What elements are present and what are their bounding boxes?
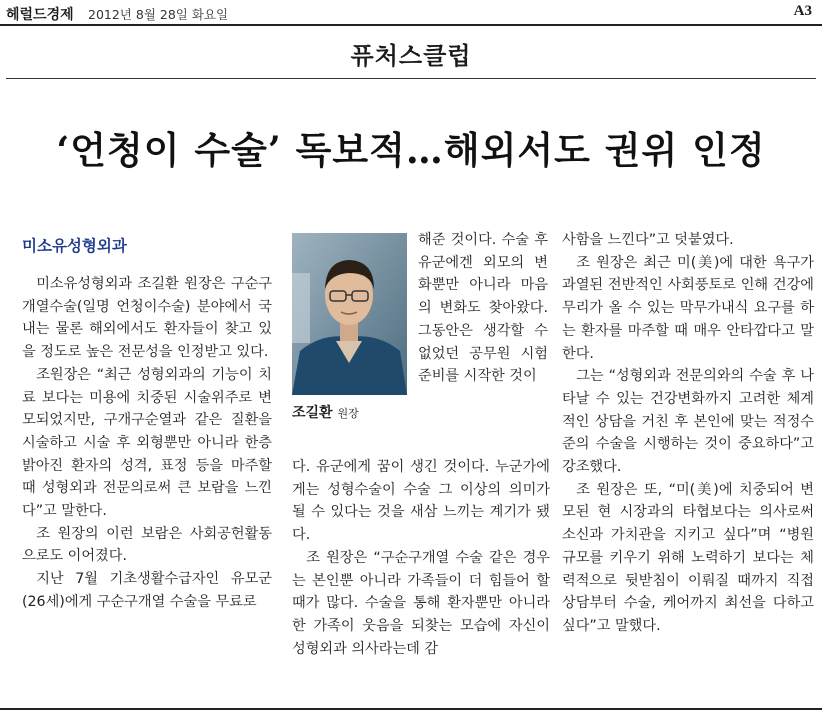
page-bottom-rule xyxy=(0,708,822,710)
section-divider xyxy=(6,78,816,79)
paragraph: 미소유성형외과 조길환 원장은 구순구개열수술(일명 언청이수술) 분야에서 국내는 물론 해외에서도 환자들이 찾고 있을 정도로 높은 전문성을 인정받고 있다. xyxy=(22,276,272,361)
paragraph: 조 원장은 “구순구개열 수술 같은 경우는 본인뿐 아니라 가족들이 더 힘들어 할 때가 많다. 수술을 통해 환자뿐만 아니라 한 가족이 웃음을 되찾는 모습에 자신이 성형외과 의사라는데 감 xyxy=(292,549,550,657)
paragraph: 사함을 느낀다”고 덧붙였다. xyxy=(562,232,734,248)
caption-role: 원장 xyxy=(337,407,359,420)
paragraph: 해준 것이다. 수술 후 유군에겐 외모의 변화뿐만 아니라 마음의 변화도 찾아왔다. 그동안은 생각할 수 없었던 공무원 시험 준비를 시작한 것이 xyxy=(418,232,548,385)
paragraph: 다. 유군에게 꿈이 생긴 것이다. 누군가에게는 성형수술이 수술 그 이상의 의미가 될 수 있다는 것을 새삼 느끼는 계기가 됐다. xyxy=(292,459,550,544)
page-number: A3 xyxy=(793,3,812,19)
portrait-illustration xyxy=(292,233,407,395)
paragraph: 조 원장은 또, “미(美)에 치중되어 변모된 현 시장과의 타협보다는 의사로써 소신과 가치관을 지키고 싶다”며 “병원 규모를 키우기 위해 노력하기 보다는 체력적으로 뒷받침이 이뤄질 때까지 직접 상담부터 수술, 케어까지 최선을 다하고 싶다”고 말했다. xyxy=(562,481,814,634)
paragraph: 조원장은 “최근 성형외과의 기능이 치료 보다는 미용에 치중된 시술위주로 변모되었지만, 구개구순열과 같은 질환을 시술하고 시술 후 외형뿐만 아니라 한층 밝아진 환자의 성격, 표정 등을 마주할 때 성형외과 전문의로써 큰 보람을 느낀다”고 말한다. xyxy=(22,366,272,520)
caption-name: 조길환 xyxy=(292,405,333,421)
article-column-1 xyxy=(22,273,272,614)
clinic-name: 미소유성형외과 xyxy=(22,236,127,255)
photo-caption xyxy=(292,402,359,422)
article-column-2 xyxy=(292,456,550,660)
headline: ‘언청이 수술’ 독보적…해외서도 권위 인정 xyxy=(56,128,766,172)
article-column-3 xyxy=(562,229,814,638)
paragraph: 조 원장은 최근 미(美)에 대한 욕구가 과열된 전반적인 사회풍토로 인해 건강에 무리가 올 수 있는 막무가내식 요구를 하는 환자를 마주할 때 매우 안타깝다고 말한다. xyxy=(562,254,814,362)
paragraph: 그는 “성형외과 전문의와의 수술 후 나타날 수 있는 건강변화까지 고려한 체계적인 상담을 거친 후 본인에 맞는 적정수준의 수술을 시행하는 것이 중요하다”고 강조했다. xyxy=(562,368,814,476)
publication-name: 헤럴드경제 xyxy=(6,7,74,23)
paragraph: 지난 7월 기초생활수급자인 유모군(26세)에게 구순구개열 수술을 무료로 xyxy=(22,571,272,610)
paragraph: 조 원장의 이런 보람은 사회공헌활동으로도 이어졌다. xyxy=(22,525,272,565)
section-title: 퓨처스클럽 xyxy=(350,42,472,70)
issue-date: 2012년 8월 28일 화요일 xyxy=(88,7,229,22)
article-column-2-top xyxy=(418,229,548,388)
portrait-photo xyxy=(292,233,407,395)
